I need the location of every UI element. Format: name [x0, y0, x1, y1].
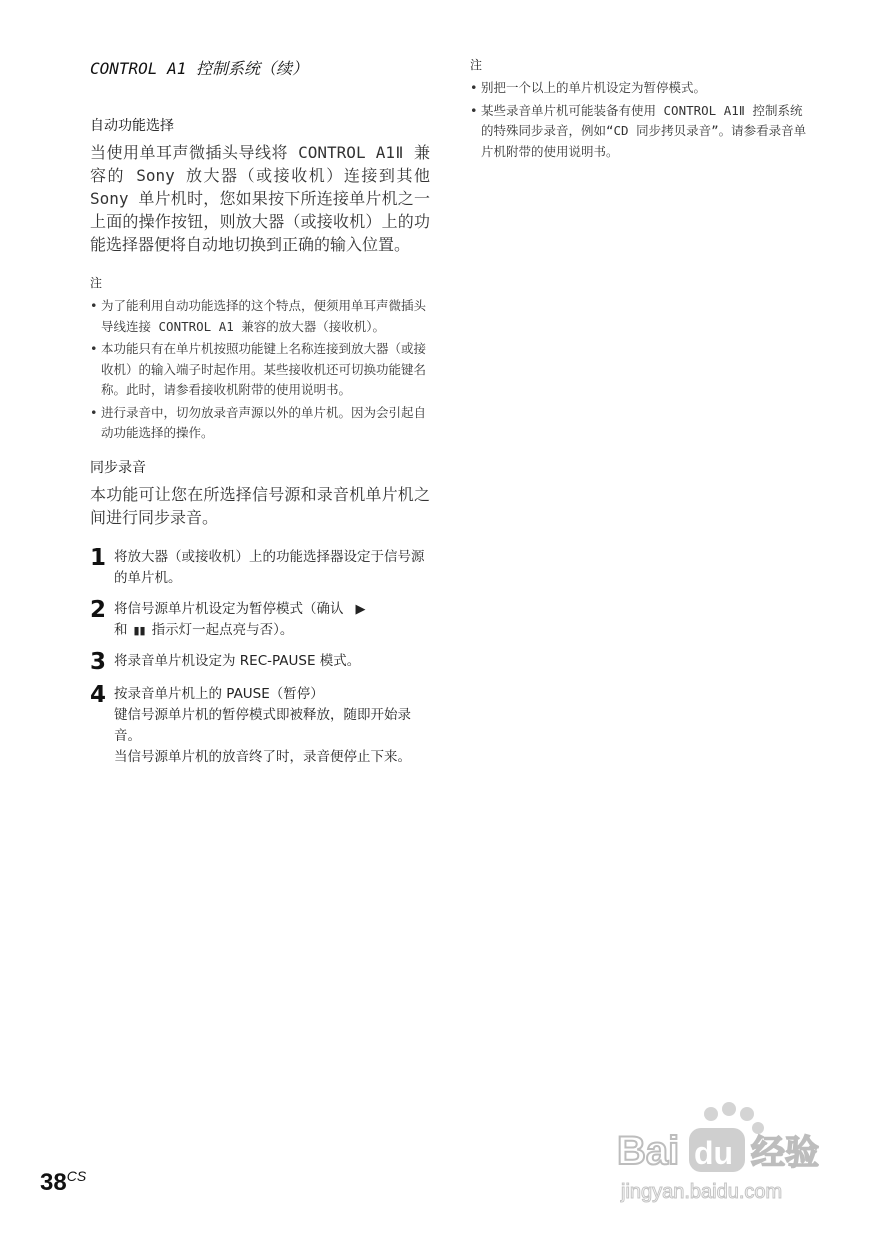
- section-heading: 同步录音: [90, 459, 146, 476]
- watermark-url: jingyan.baidu.com: [621, 1181, 783, 1203]
- step-subtext: 键信号源单片机的暂停模式即被释放，随即开始录音。: [114, 706, 411, 744]
- watermark-brand-jingyan: 经验: [751, 1133, 819, 1173]
- step-text: 将录音单片机设定为 REC-PAUSE 模式。: [114, 652, 361, 669]
- pause-icon: ▮▮: [133, 623, 146, 637]
- note-heading: 注: [90, 276, 103, 290]
- step-text: 将放大器（或接收机）上的功能选择器设定于信号源的单片机。: [114, 548, 425, 586]
- watermark-brand-bai: Bai: [617, 1129, 680, 1173]
- page-header-title: CONTROL A1 控制系统（续）: [90, 59, 308, 78]
- note-item: • 某些录音单片机可能装备有使用 CONTROL A1Ⅱ 控制系统的特殊同步录音，例如“CD 同步拷贝录音”。请参看录音单片机附带的使用说明书。: [470, 101, 810, 163]
- step-number: 4: [90, 681, 107, 708]
- play-icon: ▶: [355, 601, 366, 617]
- note-list: [470, 78, 810, 162]
- step-item: [90, 681, 430, 768]
- right-column: [470, 56, 810, 176]
- note-list: [90, 296, 430, 444]
- step-number: 2: [90, 596, 107, 623]
- note-item: • 别把一个以上的单片机设定为暂停模式。: [470, 78, 810, 99]
- section-body: 当使用单耳声微插头导线将 CONTROL A1Ⅱ 兼容的 Sony 放大器（或接收机）连接到其他 Sony 单片机时，您如果按下所连接单片机之一上面的操作按钮，则放大器（或接收机）上的功能选择器便将自动地切换到正确的输入位置。: [90, 143, 430, 254]
- step-text-part: 将信号源单片机设定为暂停模式（确认: [114, 600, 344, 617]
- baidu-jingyan-watermark: [615, 1100, 830, 1210]
- note-item: • 为了能利用自动功能选择的这个特点，便须用单耳声微插头导线连接 CONTROL A1 兼容的放大器（接收机）。: [90, 296, 430, 337]
- step-subtext: 当信号源单片机的放音终了时，录音便停止下来。: [114, 748, 411, 765]
- step-text: [114, 599, 430, 641]
- step-text-part: 和: [114, 621, 128, 638]
- watermark-brand-du: du: [694, 1135, 734, 1171]
- note-heading: 注: [470, 58, 483, 72]
- page-number: [40, 1168, 86, 1197]
- step-item: [90, 648, 430, 675]
- steps-list: [90, 544, 430, 768]
- step-item: [90, 596, 430, 641]
- step-text-part: 指示灯一起点亮与否）。: [151, 621, 294, 638]
- page-number-digits: 38: [40, 1169, 67, 1196]
- note-item: • 本功能只有在单片机按照功能键上名称连接到放大器（或接收机）的输入端子时起作用。某些接收机还可切换功能键名称。此时，请参看接收机附带的使用说明书。: [90, 339, 430, 401]
- section-body: 本功能可让您在所选择信号源和录音机单片机之间进行同步录音。: [90, 484, 430, 527]
- section-auto-function: [90, 116, 430, 444]
- page-number-suffix: CS: [66, 1168, 87, 1184]
- step-item: [90, 544, 430, 589]
- step-text: 按录音单片机上的 PAUSE（暂停）: [114, 685, 324, 702]
- section-heading: 自动功能选择: [90, 118, 174, 134]
- section-sync-recording: [90, 458, 430, 529]
- left-column: [90, 116, 430, 778]
- step-number: 1: [90, 544, 107, 571]
- step-number: 3: [90, 648, 107, 675]
- note-item: • 进行录音中，切勿放录音声源以外的单片机。因为会引起自动功能选择的操作。: [90, 403, 430, 444]
